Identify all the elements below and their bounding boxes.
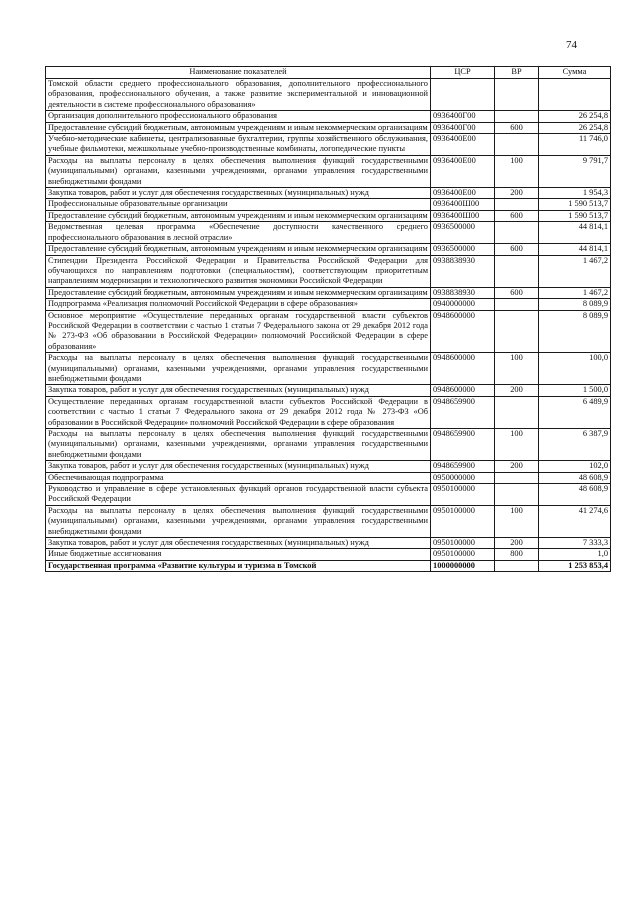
row-sum-cell: 11 746,0 [539,134,611,156]
row-sum-cell: 41 274,6 [539,505,611,537]
row-sum-cell: 7 333,3 [539,538,611,549]
table-row [46,310,611,353]
row-csr-cell: 0936400Г00 [431,111,495,122]
row-sum-cell: 26 254,8 [539,122,611,133]
row-vr-cell [495,484,539,506]
row-vr-cell: 100 [495,353,539,385]
row-csr-cell: 0936400Е00 [431,134,495,156]
row-vr-cell [495,310,539,353]
row-sum-cell: 1 253 853,4 [539,560,611,571]
row-csr-cell: 0948600000 [431,385,495,396]
row-vr-cell [495,396,539,428]
row-csr-cell: 0938838930 [431,255,495,287]
row-csr-cell: 0950100000 [431,505,495,537]
table-row [46,385,611,396]
table-row [46,472,611,483]
table-row [46,134,611,156]
row-name-cell: Подпрограмма «Реализация полномочий Российской Федерации в сфере образования» [46,299,431,310]
row-vr-cell [495,199,539,210]
row-csr-cell: 0936400Ш00 [431,199,495,210]
row-csr-cell: 1000000000 [431,560,495,571]
row-sum-cell: 48 608,9 [539,472,611,483]
header-vr: ВР [495,67,539,79]
table-row [46,353,611,385]
table-row [46,560,611,571]
row-name-cell: Иные бюджетные ассигнования [46,549,431,560]
row-sum-cell: 44 814,1 [539,222,611,244]
table-body [46,79,611,572]
table-row [46,155,611,187]
row-name-cell: Основное мероприятие «Осуществление переданных органам государственной власти субъектов Российской Федерации в соответствии с частью 1 статьи 7 Федерального закона от 29 декабря 2012 года № 273-ФЗ «Об образовании в Российской Федерации» полномочий Российской Федерации в сфере образования» [46,310,431,353]
row-csr-cell: 0948659900 [431,396,495,428]
row-vr-cell: 600 [495,287,539,298]
row-csr-cell: 0950100000 [431,484,495,506]
row-csr-cell [431,79,495,111]
row-name-cell: Предоставление субсидий бюджетным, автономным учреждениям и иным некоммерческим организациям [46,122,431,133]
row-sum-cell: 1 467,2 [539,255,611,287]
table-row [46,429,611,461]
table-row [46,244,611,255]
row-name-cell: Предоставление субсидий бюджетным, автономным учреждениям и иным некоммерческим организациям [46,210,431,221]
table-row [46,538,611,549]
row-name-cell: Расходы на выплаты персоналу в целях обеспечения выполнения функций государственными (муниципальными) органами, казенными учреждениями, органами управления государственными внебюджетными фондами [46,155,431,187]
row-sum-cell: 1 954,3 [539,188,611,199]
table-row [46,549,611,560]
row-vr-cell: 600 [495,210,539,221]
row-vr-cell [495,472,539,483]
page-number: 74 [566,39,577,51]
row-sum-cell: 8 089,9 [539,299,611,310]
row-vr-cell [495,134,539,156]
row-vr-cell: 100 [495,155,539,187]
row-sum-cell: 1,0 [539,549,611,560]
row-csr-cell: 0950000000 [431,472,495,483]
row-csr-cell: 0936500000 [431,244,495,255]
row-csr-cell: 0948600000 [431,353,495,385]
row-sum-cell: 1 467,2 [539,287,611,298]
row-sum-cell: 6 489,9 [539,396,611,428]
row-sum-cell [539,79,611,111]
header-csr: ЦСР [431,67,495,79]
row-csr-cell: 0940000000 [431,299,495,310]
row-sum-cell: 26 254,8 [539,111,611,122]
row-vr-cell: 600 [495,122,539,133]
table-row [46,484,611,506]
row-name-cell: Ведомственная целевая программа «Обеспечение доступности качественного среднего профессионального образования в лесной отрасли» [46,222,431,244]
row-vr-cell: 200 [495,538,539,549]
table-row [46,111,611,122]
row-name-cell: Осуществление переданных органам государственной власти субъектов Российской Федерации в соответствии с частью 1 статьи 7 Федерального закона от 29 декабря 2012 года № 273-ФЗ «Об образовании в Российской Федерации» полномочий Российской Федерации в сфере образования [46,396,431,428]
row-vr-cell [495,299,539,310]
table-row [46,255,611,287]
row-name-cell: Закупка товаров, работ и услуг для обеспечения государственных (муниципальных) нужд [46,538,431,549]
table-row [46,122,611,133]
row-csr-cell: 0936400Е00 [431,188,495,199]
header-name: Наименование показателей [46,67,431,79]
row-sum-cell: 100,0 [539,353,611,385]
row-name-cell: Закупка товаров, работ и услуг для обеспечения государственных (муниципальных) нужд [46,385,431,396]
row-vr-cell: 200 [495,461,539,472]
row-vr-cell: 200 [495,188,539,199]
row-sum-cell: 44 814,1 [539,244,611,255]
table-row [46,222,611,244]
row-name-cell: Государственная программа «Развитие культуры и туризма в Томской [46,560,431,571]
row-csr-cell: 0936400Е00 [431,155,495,187]
row-name-cell: Расходы на выплаты персоналу в целях обеспечения выполнения функций государственными (муниципальными) органами, казенными учреждениями, органами управления государственными внебюджетными фондами [46,353,431,385]
row-sum-cell: 1 500,0 [539,385,611,396]
table-row [46,461,611,472]
row-sum-cell: 8 089,9 [539,310,611,353]
row-vr-cell: 100 [495,429,539,461]
row-vr-cell [495,111,539,122]
table-row [46,79,611,111]
row-name-cell: Предоставление субсидий бюджетным, автономным учреждениям и иным некоммерческим организациям [46,244,431,255]
row-name-cell: Стипендии Президента Российской Федерации и Правительства Российской Федерации для обучающихся по направлениям подготовки (специальностям), соответствующим приоритетным направлениям модернизации и технологического развития экономики Российской Федерации [46,255,431,287]
row-sum-cell: 1 590 513,7 [539,210,611,221]
row-vr-cell: 800 [495,549,539,560]
row-sum-cell: 48 608,9 [539,484,611,506]
table-row [46,199,611,210]
row-vr-cell [495,560,539,571]
row-csr-cell: 0950100000 [431,549,495,560]
row-sum-cell: 1 590 513,7 [539,199,611,210]
row-csr-cell: 0936400Ш00 [431,210,495,221]
table-row [46,396,611,428]
table-row [46,210,611,221]
row-csr-cell: 0948659900 [431,429,495,461]
row-csr-cell: 0948659900 [431,461,495,472]
table-header-row [46,67,611,79]
row-vr-cell: 600 [495,244,539,255]
row-vr-cell [495,255,539,287]
row-name-cell: Закупка товаров, работ и услуг для обеспечения государственных (муниципальных) нужд [46,188,431,199]
row-vr-cell: 200 [495,385,539,396]
table-row [46,287,611,298]
row-csr-cell: 0936400Г00 [431,122,495,133]
row-sum-cell: 102,0 [539,461,611,472]
row-csr-cell: 0938838930 [431,287,495,298]
row-name-cell: Профессиональные образовательные организации [46,199,431,210]
table-row [46,299,611,310]
row-sum-cell: 6 387,9 [539,429,611,461]
row-name-cell: Расходы на выплаты персоналу в целях обеспечения выполнения функций государственными (муниципальными) органами, казенными учреждениями, органами управления государственными внебюджетными фондами [46,429,431,461]
row-vr-cell [495,222,539,244]
header-sum: Сумма [539,67,611,79]
row-csr-cell: 0936500000 [431,222,495,244]
row-name-cell: Организация дополнительного профессионального образования [46,111,431,122]
row-name-cell: Томской области среднего профессионального образования, дополнительного профессионального образования, профессионального обучения, а также развитие экспериментальной и инновационной деятельности в системе профессионального образования» [46,79,431,111]
row-vr-cell: 100 [495,505,539,537]
row-name-cell: Учебно-методические кабинеты, централизованные бухгалтерии, группы хозяйственного обслуживания, учебные фильмотеки, межшкольные учебно-производственные комбинаты, логопедические пункты [46,134,431,156]
row-name-cell: Расходы на выплаты персоналу в целях обеспечения выполнения функций государственными (муниципальными) органами, казенными учреждениями, органами управления государственными внебюджетными фондами [46,505,431,537]
row-sum-cell: 9 791,7 [539,155,611,187]
row-csr-cell: 0948600000 [431,310,495,353]
row-name-cell: Руководство и управление в сфере установленных функций органов государственной власти субъекта Российской Федерации [46,484,431,506]
row-name-cell: Предоставление субсидий бюджетным, автономным учреждениям и иным некоммерческим организациям [46,287,431,298]
row-vr-cell [495,79,539,111]
table-row [46,505,611,537]
table-row [46,188,611,199]
row-name-cell: Обеспечивающая подпрограмма [46,472,431,483]
row-name-cell: Закупка товаров, работ и услуг для обеспечения государственных (муниципальных) нужд [46,461,431,472]
budget-table [45,66,611,572]
row-csr-cell: 0950100000 [431,538,495,549]
